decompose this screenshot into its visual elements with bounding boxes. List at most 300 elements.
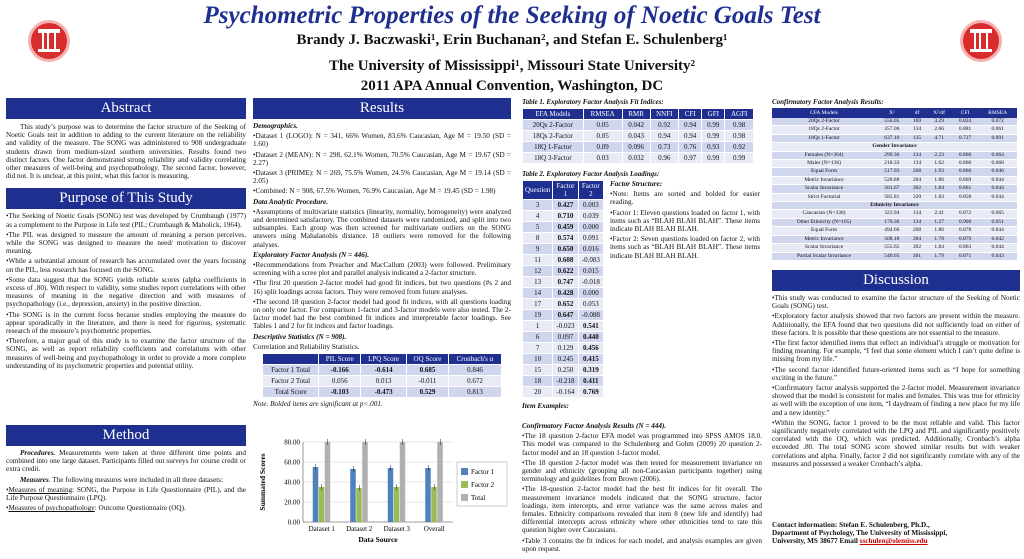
table-cell: -0.614 [361, 365, 407, 376]
left-column [6, 98, 246, 513]
purpose-heading: Purpose of This Study [6, 188, 246, 209]
discussion-heading: Discussion [772, 270, 1020, 291]
table-cell: 0.056 [319, 376, 361, 387]
descriptive-text: Correlation and Reliability Statistics. [253, 342, 360, 351]
bar [325, 442, 331, 522]
table2-caption: Table 2. Exploratory Factor Analysis Loadings: [522, 170, 660, 178]
cfa-header: CFA Models [772, 108, 876, 118]
cfa-results-text [522, 422, 762, 555]
table-row [523, 288, 604, 299]
table-row [523, 233, 604, 244]
purpose-bullet: •While a substantial amount of research has accumulated over the years focusing on the PIL, less research has focused on the SONG. [6, 257, 246, 274]
table-cell: 0.03 [583, 153, 622, 164]
discussion-list [772, 294, 1020, 468]
demographics-list [253, 132, 511, 195]
cfa-row [772, 126, 1017, 134]
cfa-cell: 0.044 [978, 227, 1017, 235]
cfa-cell: 18Qs 1-Factor [772, 134, 876, 142]
table-cell: 0.96 [650, 153, 679, 164]
bar [319, 487, 325, 522]
table-cell: 0.032 [622, 153, 650, 164]
purpose-bullet: •Some data suggest that the SONG yields reliable scores (alpha coefficients in excess of .80). With respect to validity, some studies report correlations with other measures of meaning in the negative direction and with measures of psychopathology (i.e., depression, anxiety) in the positive direction. [6, 275, 246, 309]
table-cell: 0.98 [725, 131, 754, 142]
table-row [523, 120, 754, 131]
cfa-cell: 284 [908, 176, 927, 184]
cfa-discussion-column [772, 98, 1020, 546]
email-link[interactable]: sschulen@olemiss.edu [859, 537, 928, 546]
cfa-header: RMSEA [978, 108, 1017, 118]
cfa-cell: 0.871 [952, 252, 979, 260]
demographic-bullet: •Dataset 1 (LOGO): N = 341, 66% Women, 83.6% Caucasian, Age M = 19.50 (SD = 1.60) [253, 132, 511, 149]
table-cell: 0.09 [583, 142, 622, 153]
cfa-cell: 0.065 [978, 210, 1017, 218]
discussion-bullet: •Confirmatory factor analysis supported the 2-factor model. Measurement invariance showed that the model is consistent for males and females. This was true for ethnicity as well with the exception of one item, “I daydream of finding a new place for my life and a new identity.” [772, 383, 1020, 417]
cfa-cell: 301 [908, 252, 927, 260]
table-cell: 0.05 [583, 131, 622, 142]
purpose-list [6, 212, 246, 370]
cfa-cell: 0.866 [952, 168, 979, 176]
table-row [523, 376, 604, 387]
cfa-cell: Females (N=304) [772, 151, 876, 159]
method-item: •Measures of meaning: SONG, the Purpose in Life Questionnaire (PIL), and the Life Purpose Questionnaire (LPQ). [6, 485, 246, 503]
cfa-cell: 585.81 [876, 193, 908, 201]
poster-header [0, 0, 1024, 96]
table-row [523, 244, 604, 255]
cfa-cell: 0.872 [952, 210, 979, 218]
factor-note: •Factor 1: Eleven questions loaded on factor 1, with items such as “BLAH BLAH BLAH”. These items indicate BLAH BLAH BLAH. [610, 208, 760, 234]
table-cell: -0.218 [553, 376, 578, 387]
cfa-header: df [908, 108, 927, 118]
cfa-cell: 357.06 [876, 126, 908, 134]
cfa-cell: 218.33 [876, 160, 908, 168]
cfa-cell: Metric Invariance [772, 235, 876, 243]
bar [431, 487, 437, 522]
bar [425, 468, 431, 522]
x-tick-label: Dataset 3 [383, 525, 410, 533]
table-cell: 8 [523, 233, 553, 244]
cfa-cell: Caucasian (N=336) [772, 210, 876, 218]
efa-bullet: •Recommendations from Preacher and MacCallum (2003) were followed. Preliminary screening with a scree plot and parallel analysis indicated a 2-factor structure. [253, 261, 511, 278]
x-tick-label: Dataset 1 [308, 525, 335, 533]
table-cell: -0.088 [578, 310, 603, 321]
cfa-row [772, 193, 1017, 201]
cfa-cell: 637.10 [876, 134, 908, 142]
table-cell: 0.608 [553, 255, 578, 266]
summated-scores-chart [253, 436, 511, 556]
cfa-cell: 20Qs 2-Factor [772, 118, 876, 126]
cfa-cell: 0.878 [952, 227, 979, 235]
table-cell: 0.92 [725, 142, 754, 153]
cfa-cell: 134 [908, 126, 927, 134]
results-column [253, 98, 511, 408]
demographic-bullet: •Dataset 2 (MEAN): N = 298, 62.1% Women, 70.5% Caucasian, Age M = 19.67 (SD = 2.27) [253, 150, 511, 167]
y-tick-label: 0.00 [287, 518, 300, 527]
table-cell: 0.000 [578, 222, 603, 233]
discussion-bullet: •This study was conducted to examine the factor structure of the Seeking of Noetic Goals (SONG) test. [772, 293, 1020, 311]
table-cell: 0.459 [553, 222, 578, 233]
cfa-row [772, 202, 1017, 210]
cfa-cell: 0.861 [952, 185, 979, 193]
table-cell: 0.846 [448, 365, 501, 376]
cfa-cell: 1.84 [927, 185, 952, 193]
abstract-heading: Abstract [6, 98, 246, 119]
cfa-cell: 4.71 [927, 134, 952, 142]
descriptive-label: Descriptive Statistics (N = 908). [253, 332, 347, 341]
table-cell: 19 [523, 310, 553, 321]
cfa-cell: 1.86 [927, 227, 952, 235]
cfa-cell: 3.29 [927, 118, 952, 126]
cfa-cell: 2.66 [927, 126, 952, 134]
table-cell: -0.103 [319, 387, 361, 398]
table-cell: 0.319 [578, 365, 603, 376]
cfa-cell: 0.869 [952, 176, 979, 184]
table-cell: 9 [523, 244, 553, 255]
x-tick-label: Dataset 2 [346, 525, 373, 533]
cfa-cell: 0.044 [978, 244, 1017, 252]
item-examples-label: Item Examples: [522, 402, 569, 410]
cfa-cell: 0.042 [978, 235, 1017, 243]
table-row [523, 255, 604, 266]
correlation-table [262, 353, 502, 398]
table-header: OQ Score [407, 354, 449, 365]
table-cell: 0.096 [622, 142, 650, 153]
legend-swatch [461, 468, 468, 475]
table-row [523, 266, 604, 277]
legend-swatch [461, 481, 468, 488]
table-header: RMR [622, 109, 650, 120]
cfa-cell: 0.046 [978, 168, 1017, 176]
table-row [523, 343, 604, 354]
table-cell: 0.428 [553, 288, 578, 299]
cfa-cell: 528.88 [876, 176, 908, 184]
cfa-row [772, 118, 1017, 126]
table-cell: 4 [523, 211, 553, 222]
cfa-cell: 134 [908, 218, 927, 226]
factor-note: •Factor 2: Seven questions loaded on factor 2, with items such as “BLAH BLAH BLAH”. These items indicate BLAH BLAH BLAH. [610, 235, 760, 260]
table-row [523, 387, 604, 398]
cfa-cell: 1.62 [927, 160, 952, 168]
poster-title: Psychometric Properties of the Seeking of Noetic Goals Test [203, 2, 821, 29]
cfa-row [772, 244, 1017, 252]
table-row [263, 365, 502, 376]
cfa-cell: 135 [908, 134, 927, 142]
table-cell: 0.747 [553, 277, 578, 288]
table-header: EFA Models [523, 109, 584, 120]
cfa-results-label: Confirmatory Factor Analysis Results (N = 444). [522, 422, 667, 430]
table-cell: Factor 1 Total [263, 365, 319, 376]
results-text [253, 122, 511, 351]
table-row [523, 131, 754, 142]
table-row [523, 332, 604, 343]
cfa-cell: 0.727 [952, 134, 979, 142]
table-cell: 0.93 [702, 142, 725, 153]
table-cell: -0.164 [553, 387, 578, 398]
cfa-cell: Equal Form [772, 168, 876, 176]
cfa-cell: 0.064 [978, 151, 1017, 159]
cfa-cell: 0.858 [952, 193, 979, 201]
cfa-row [772, 134, 1017, 142]
table-cell: 15 [523, 365, 553, 376]
table-cell: 0.013 [361, 376, 407, 387]
cfa-results-list [522, 432, 762, 553]
table-cell: 13 [523, 277, 553, 288]
table-cell: 5 [523, 222, 553, 233]
cfa-cell: 0.879 [952, 235, 979, 243]
cfa-cell: 2.41 [927, 210, 952, 218]
table-row [523, 277, 604, 288]
factor-structure-notes [610, 180, 760, 398]
table-cell: 7 [523, 343, 553, 354]
procedures-label: Procedures. [20, 449, 56, 457]
table-cell: 0.94 [679, 131, 702, 142]
factor-notes-list [610, 190, 760, 260]
cfa-row [772, 210, 1017, 218]
cfa-cell: Scalar Invariance [772, 244, 876, 252]
x-axis-label: Data Source [358, 535, 398, 544]
table-row [523, 299, 604, 310]
legend-label: Factor 2 [471, 481, 495, 489]
table-cell: 0.769 [578, 387, 603, 398]
cfa-cell: 0.900 [952, 218, 979, 226]
table-header [263, 354, 319, 365]
cfa-cell: Other Ethnicity (N=105) [772, 218, 876, 226]
cfa-cell: 0.068 [978, 160, 1017, 168]
demographic-bullet: •Combined: N = 908, 67.5% Women, 76.9% Caucasian, Age M = 19.45 (SD = 1.98) [253, 187, 496, 196]
table-cell: 0.685 [407, 365, 449, 376]
poster-conference: 2011 APA Annual Convention, Washington, DC [360, 78, 664, 94]
table-cell: 20Qs 2-Factor [523, 120, 584, 131]
efa-bullet: •The first 20 question 2-factor model had good fit indices, but two questions (#s 2 and 16) split loadings across factors. They were removed from future analyses. [253, 279, 511, 296]
cfa-cell: Partial Scalar Invariance [772, 252, 876, 260]
cfa-cell: 268 [908, 168, 927, 176]
table-cell: 0.456 [578, 343, 603, 354]
table-cell: 0.245 [553, 354, 578, 365]
cfa-cell: 1.93 [927, 168, 952, 176]
bar [313, 467, 319, 522]
table-header: RMSEA [583, 109, 622, 120]
cfa-cell: 540.65 [876, 252, 908, 260]
table-cell: 0.129 [553, 343, 578, 354]
table-header: CFI [679, 109, 702, 120]
table-row [523, 142, 754, 153]
table-header: PIL Score [319, 354, 361, 365]
cfa-bullet: •The 18 question 2-factor model was then tested for measurement invariance on gender and ethnicity (grouping all non-Caucasian participants together) using terminology and guidelines from Brown (2006). [522, 458, 762, 484]
cfa-header: X² [876, 108, 908, 118]
table-cell: 18Q 3-Factor [523, 153, 584, 164]
table-cell: 18 [523, 376, 553, 387]
table-cell: 3 [523, 200, 553, 211]
table-cell: 0.650 [553, 244, 578, 255]
cfa-row [772, 176, 1017, 184]
table-cell: 0.652 [553, 299, 578, 310]
table1-caption: Table 1. Exploratory Factor Analysis Fit Indices: [522, 98, 664, 106]
cfa-row [772, 151, 1017, 159]
bar-chart-svg [253, 436, 511, 556]
cfa-cell: 1.78 [927, 235, 952, 243]
cfa-cell: 0.044 [978, 185, 1017, 193]
table-header: Factor 1 [553, 181, 578, 200]
table-cell: 0.94 [650, 131, 679, 142]
purpose-bullet: •The SONG is in the current focus because studies employing the measure do appear sporadically in the literature, and there is need for rigorous, systematic research of the measure’s psychometric properties. [6, 310, 246, 336]
bar [350, 469, 356, 522]
table-row [523, 310, 604, 321]
table-cell: 0.99 [702, 131, 725, 142]
table-cell: 0.98 [725, 120, 754, 131]
factor-structure-label: Factor Structure: [610, 180, 663, 188]
table-cell: 1 [523, 321, 553, 332]
efa-label: Exploratory Factor Analysis (N = 446). [253, 250, 370, 259]
method-heading: Method [6, 425, 246, 446]
purpose-bullet: •The PIL was designed to measure the amount of meaning a person perceives, while the SONG was designed to measure the need/ motivation to discover meaning. [6, 230, 246, 256]
cfa-cell: 1.79 [927, 252, 952, 260]
table-header: GFI [702, 109, 725, 120]
table-row [523, 153, 754, 164]
cfa-cell: 170.36 [876, 218, 908, 226]
cfa-cell: 0.881 [952, 126, 979, 134]
bar [437, 442, 443, 522]
cfa-cell: 0.072 [978, 118, 1017, 126]
cfa-cell: 169 [908, 118, 927, 126]
table-row [523, 354, 604, 365]
cfa-cell: 18Qs 2-Factor [772, 126, 876, 134]
y-tick-label: 80.00 [284, 438, 300, 447]
table-cell: -0.083 [578, 255, 603, 266]
cfa-row [772, 227, 1017, 235]
cfa-group-label: Gender Invariance [772, 143, 1017, 151]
cfa-cell: 0.866 [952, 160, 979, 168]
cfa-group-label: Ethnicity Invariance [772, 202, 1017, 210]
table-row [263, 376, 502, 387]
cfa-row [772, 185, 1017, 193]
cfa-header: CFI [952, 108, 979, 118]
table-cell: 0.541 [578, 321, 603, 332]
factor-note: •Note: Items are sorted and bolded for easier reading. [610, 190, 760, 207]
cfa-cell: 555.65 [876, 244, 908, 252]
procedures-text: Measurements were taken at three different time points and combined into one large dataset. Participants filled out surveys for course credit or extra credit. [6, 449, 246, 474]
cfa-cell: Equal Form [772, 227, 876, 235]
purpose-bullet: •The Seeking of Noetic Goals (SONG) test was developed by Crumbaugh (1977) as a complement to the Purpose in Life test (PIL; Crumbaugh & Maholick, 1964). [6, 212, 246, 229]
cfa-table-caption: Confirmatory Factor Analysis Results: [772, 98, 884, 106]
cfa-cell: 299.36 [876, 151, 908, 159]
cfa-cell: 0.091 [978, 134, 1017, 142]
cfa-cell: 1.27 [927, 218, 952, 226]
efa-list [253, 261, 511, 331]
table-cell: 0.097 [553, 332, 578, 343]
table-cell: -0.018 [578, 277, 603, 288]
discussion-bullet: •The second factor identified future-oriented items such as “I hope for something exciting in the future.” [772, 365, 1020, 382]
table-cell: 0.672 [448, 376, 501, 387]
legend-swatch [461, 494, 468, 501]
correlation-note: Note. Bolded items are significant at p<.001. [253, 400, 383, 409]
table-cell: Factor 2 Total [263, 376, 319, 387]
table-row [523, 211, 604, 222]
measures-label: Measures [20, 475, 49, 484]
cfa-cell: 302 [908, 185, 927, 193]
results-heading: Results [253, 98, 511, 119]
table-cell: 0.92 [650, 120, 679, 131]
legend-label: Factor 1 [471, 468, 495, 476]
cfa-cell: 561.67 [876, 185, 908, 193]
cfa-cell: 1.83 [927, 193, 952, 201]
table-header: Cronbach's α [448, 354, 501, 365]
y-axis-label: Summated Scores [258, 453, 267, 511]
table-cell: 0.647 [553, 310, 578, 321]
purpose-bullet: •Therefore, a major goal of this study is to examine the factor structure of the SONG, as well as report reliability coefficients and correlations with other measures of well-being and psychopathology in order to provide a more complete understanding of its psychometric properties and potential utility. [6, 337, 246, 370]
table-cell: 0.250 [553, 365, 578, 376]
table-cell: 0.415 [578, 354, 603, 365]
table-cell: 0.710 [553, 211, 578, 222]
table-cell: 0.015 [578, 266, 603, 277]
measures-text: . The following measures were included in all three datasets: [48, 475, 224, 484]
table-cell: 0.73 [650, 142, 679, 153]
table-cell: Total Score [263, 387, 319, 398]
table-cell: 0.053 [578, 299, 603, 310]
cfa-cell: 0.824 [952, 118, 979, 126]
table-row [523, 222, 604, 233]
cfa-cell: 134 [908, 151, 927, 159]
data-analytic-text: •Assumptions of multivariate statistics (linearity, normality, homogeneity) were analyzed and determined satisfactory. The combined datasets were randomized, and split into two subsamples. Each group was then screened for multivariate outliers on the SONG answers using Mahalanobis distance. 18 outliers were removed for the following analyses. [253, 207, 511, 249]
cfa-cell: Strict Factorial [772, 193, 876, 201]
method-text [6, 449, 246, 514]
cfa-cell: 508.18 [876, 235, 908, 243]
cfa-bullet: •The 18-question 2-factor model had the best fit indices for fit overall. The measurement invariance models indicated that the SONG structure, factor loadings, item intercepts, and error variance was the same across males and females. Ethnicity comparisons revealed that item 8 (new life and identify) had differential intercepts across ethnicity where other ethnicities tend to rate this question higher over Caucasians. [522, 485, 762, 535]
cfa-row [772, 168, 1017, 176]
discussion-bullet: •Within the SONG, factor 1 proved to be the most reliable and valid. This factor significantly negatively correlated with the LPQ and PIL and significantly positively correlated with the OQ, which was predicted. Additionally, Cronbach’s alpha exceeded .80. The total SONG score showed similar results but with weaker correlations and alpha. Finally, factor 2 did not significantly correlate with any of the measures and possessed a weaker Cronbach’s alpha. [772, 418, 1020, 468]
bar [356, 488, 362, 522]
discussion-bullet: •Exploratory factor analysis showed that two factors are present within the measure. Additionally, the EFA found that two questions did not sufficiently load on either of these factors. It is possible that these questions are not essential to the measure. [772, 312, 1020, 337]
cfa-header: X²/df [927, 108, 952, 118]
cfa-cell: 0.043 [978, 252, 1017, 260]
table-cell: 0.76 [679, 142, 702, 153]
table-cell: -0.011 [407, 376, 449, 387]
table-cell: 14 [523, 288, 553, 299]
table-cell: 0.427 [553, 200, 578, 211]
table-cell: 17 [523, 299, 553, 310]
table-cell: 0.05 [583, 120, 622, 131]
cfa-cell: 0.044 [978, 193, 1017, 201]
poster-affiliations: The University of Mississippi¹, Missouri State University² [328, 58, 696, 74]
table-cell: 0.97 [679, 153, 702, 164]
table-cell: -0.473 [361, 387, 407, 398]
poster-authors: Brandy J. Baczwaski¹, Erin Buchanan², and Stefan E. Schulenberg¹ [296, 32, 728, 48]
table-row [523, 200, 604, 211]
table-row [523, 365, 604, 376]
cfa-cell: 284 [908, 235, 927, 243]
efa-column [522, 98, 762, 553]
table-cell: 20 [523, 387, 553, 398]
cfa-cell: 268 [908, 227, 927, 235]
cfa-cell: 494.66 [876, 227, 908, 235]
cfa-cell: 0.044 [978, 176, 1017, 184]
cfa-cell: 2.23 [927, 151, 952, 159]
table-cell: 0.99 [725, 153, 754, 164]
table-row [263, 387, 502, 398]
cfa-cell: 134 [908, 210, 927, 218]
cfa-cell: 1.84 [927, 244, 952, 252]
table-header: AGFI [725, 109, 754, 120]
table-cell: 0.529 [407, 387, 449, 398]
cfa-cell: 0.051 [978, 218, 1017, 226]
cfa-row [772, 235, 1017, 243]
table-cell: 18Qs 2-Factor [523, 131, 584, 142]
table-cell: 0.99 [702, 153, 725, 164]
efa-loadings-table [522, 180, 604, 398]
cfa-bullet: •The 18 question 2-factor EFA model was programmed into SPSS AMOS 18.0. This model was compared to the Schulenberg and Gohm (2009) 20 question 2-factor model and an 18 question 1-factor model. [522, 432, 762, 457]
table-cell: 11 [523, 255, 553, 266]
cfa-cell: 302 [908, 244, 927, 252]
cfa-bullet: •Table 3 contains the fit indices for each model, and analysis examples are given upon request. [522, 536, 762, 553]
cfa-cell: 0.860 [952, 151, 979, 159]
